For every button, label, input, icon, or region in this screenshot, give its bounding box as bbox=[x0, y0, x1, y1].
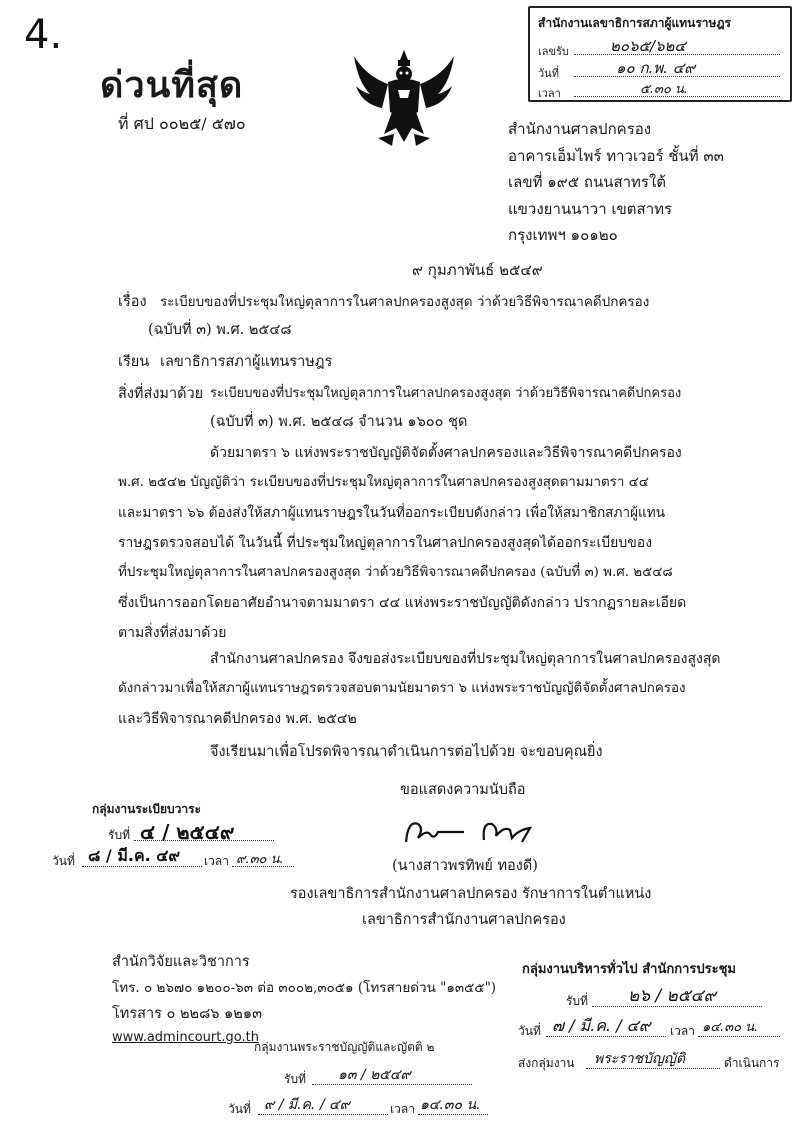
bill-group-stamp bbox=[228, 1030, 504, 1120]
body-paragraph-1 bbox=[118, 438, 686, 648]
admin-date-label: วันที่ bbox=[518, 1024, 541, 1038]
body-paragraph-2 bbox=[118, 644, 721, 734]
corner-number-mark: 4. bbox=[24, 12, 63, 58]
letter-date: ๙ กุมภาพันธ์ ๒๕๔๙ bbox=[412, 261, 543, 279]
admin-send-label: ส่งกลุ่มงาน bbox=[518, 1056, 575, 1070]
closing-request: จึงเรียนมาเพื่อโปรดพิจารณาดำเนินการต่อไปด้วย จะขอบคุณยิ่ง bbox=[210, 744, 603, 760]
document-number: ที่ ศป ๐๐๒๕/ ๕๗๐ bbox=[118, 114, 246, 133]
bill-date-value: ๙ / มี.ค. / ๔๙ bbox=[264, 1097, 350, 1113]
admin-date-value: ๗ / มี.ค. / ๔๙ bbox=[552, 1016, 651, 1035]
contact-phone: โทร. ๐ ๒๖๗๐ ๑๒๐๐-๖๓ ต่อ ๓๐๐๒,๓๐๕๑ (โทรสายด่วน "๑๓๕๕") bbox=[112, 980, 497, 996]
body-line: และวิธีพิจารณาคดีปกครอง พ.ศ. ๒๕๔๒ bbox=[118, 711, 357, 727]
agenda-group-stamp bbox=[52, 794, 292, 874]
admin-time-label: เวลา bbox=[670, 1024, 695, 1038]
sender-address bbox=[508, 116, 724, 249]
received-stamp-secretariat bbox=[528, 6, 792, 102]
admin-no-value: ๒๖ / ๒๕๔๙ bbox=[628, 986, 716, 1006]
signatory-title-2: เลขาธิการสำนักงานศาลปกครอง bbox=[362, 912, 566, 928]
enclosure-line-2: (ฉบับที่ ๓) พ.ศ. ๒๕๔๘ จำนวน ๑๖๐๐ ชุด bbox=[210, 414, 468, 430]
closing-salutation: ขอแสดงความนับถือ bbox=[400, 782, 526, 798]
agenda-no-value: ๔ / ๒๕๔๙ bbox=[140, 820, 235, 844]
contact-website[interactable]: www.admincourt.go.th bbox=[112, 1030, 259, 1045]
enclosure-label: สิ่งที่ส่งมาด้วย bbox=[118, 386, 204, 402]
addressee-label: เรียน bbox=[118, 354, 150, 370]
bill-date-label: วันที่ bbox=[228, 1102, 251, 1116]
bill-no-label: รับที่ bbox=[284, 1072, 306, 1086]
signatory-name: (นางสาวพรทิพย์ ทองดี) bbox=[392, 858, 538, 874]
contact-office: สำนักวิจัยและวิชาการ bbox=[112, 954, 250, 970]
agenda-time-value: ๙.๓๐ น. bbox=[236, 852, 284, 867]
stamp-office-name: สำนักงานเลขาธิการสภาผู้แทนราษฎร bbox=[538, 16, 731, 30]
stamp-time-label: เวลา bbox=[538, 87, 561, 100]
admin-group-name: กลุ่มงานบริหารทั่วไป สำนักการประชุม bbox=[522, 962, 736, 977]
admin-no-label: รับที่ bbox=[566, 994, 588, 1008]
stamp-date-value: ๑๐ ก.พ. ๔๙ bbox=[616, 59, 696, 77]
body-line: ซึ่งเป็นการออกโดยอาศัยอำนาจตามมาตรา ๔๔ แห่งพระราชบัญญัติดังกล่าว ปรากฏรายละเอียด bbox=[118, 595, 687, 611]
bill-no-value: ๑๓ / ๒๕๔๙ bbox=[338, 1067, 411, 1083]
body-line: ดังกล่าวมาเพื่อให้สภาผู้แทนราษฎรตรวจสอบตามนัยมาตรา ๖ แห่งพระราชบัญญัติจัดตั้งศาลปกครอง bbox=[118, 681, 686, 696]
stamp-time-value: ๕.๓๐ น. bbox=[640, 82, 688, 97]
urgency-heading: ด่วนที่สุด bbox=[100, 65, 244, 106]
address-line: แขวงยานนาวา เขตสาทร bbox=[508, 199, 673, 218]
agenda-group-name: กลุ่มงานระเบียบวาระ bbox=[92, 802, 201, 816]
subject-line-2: (ฉบับที่ ๓) พ.ศ. ๒๕๔๘ bbox=[148, 322, 292, 338]
bill-time-label: เวลา bbox=[390, 1102, 415, 1116]
address-line: กรุงเทพฯ ๑๐๑๒๐ bbox=[508, 226, 618, 244]
stamp-no-value: ๒๐๖๕/๖๒๔ bbox=[610, 37, 686, 55]
body-line: ด้วยมาตรา ๖ แห่งพระราชบัญญัติจัดตั้งศาลปกครองและวิธีพิจารณาคดีปกครอง bbox=[210, 445, 682, 461]
body-line: ที่ประชุมใหญ่ตุลาการในศาลปกครองสูงสุด ว่าด้วยวิธีพิจารณาคดีปกครอง (ฉบับที่ ๓) พ.ศ. ๒๕๔๘ bbox=[118, 565, 673, 580]
address-line: อาคารเอ็มไพร์ ทาวเวอร์ ชั้นที่ ๓๓ bbox=[508, 146, 724, 165]
stamp-no-label: เลขรับ bbox=[538, 45, 569, 58]
agenda-no-label: รับที่ bbox=[108, 828, 130, 842]
admin-send-value: พระราชบัญญัติ bbox=[594, 1051, 685, 1067]
agenda-date-label: วันที่ bbox=[52, 854, 75, 868]
bill-time-value: ๑๔.๓๐ น. bbox=[420, 1097, 481, 1113]
body-line: ตามสิ่งที่ส่งมาด้วย bbox=[118, 625, 227, 641]
admin-group-stamp bbox=[512, 952, 790, 1082]
address-line: สำนักงานศาลปกครอง bbox=[508, 120, 652, 138]
bill-group-name: กลุ่มงานพระราชบัญญัติและญัตติ ๒ bbox=[254, 1040, 435, 1054]
body-line: สำนักงานศาลปกครอง จึงขอส่งระเบียบของที่ประชุมใหญ่ตุลาการในศาลปกครองสูงสุด bbox=[210, 651, 721, 667]
signatory-title-1: รองเลขาธิการสำนักงานศาลปกครอง รักษาการในตำแหน่ง bbox=[290, 886, 652, 902]
signature bbox=[400, 812, 550, 852]
agenda-time-label: เวลา bbox=[204, 854, 229, 868]
subject-line-1: ระเบียบของที่ประชุมใหญ่ตุลาการในศาลปกครองสูงสุด ว่าด้วยวิธีพิจารณาคดีปกครอง bbox=[160, 294, 650, 310]
agenda-date-value: ๘ / มี.ค. ๔๙ bbox=[88, 846, 181, 865]
enclosure-line-1: ระเบียบของที่ประชุมใหญ่ตุลาการในศาลปกครองสูงสุด ว่าด้วยวิธีพิจารณาคดีปกครอง bbox=[210, 386, 682, 401]
subject-label: เรื่อง bbox=[118, 294, 147, 310]
garuda-emblem bbox=[348, 42, 460, 150]
body-line: ราษฎรตรวจสอบได้ ในวันนี้ ที่ประชุมใหญ่ตุลาการในศาลปกครองสูงสุดได้ออกระเบียบของ bbox=[118, 535, 653, 551]
stamp-date-label: วันที่ bbox=[538, 67, 559, 80]
body-line: พ.ศ. ๒๕๔๒ บัญญัติว่า ระเบียบของที่ประชุมใหญ่ตุลาการในศาลปกครองสูงสุดตามมาตรา ๔๔ bbox=[118, 475, 649, 490]
admin-action-label: ดำเนินการ bbox=[724, 1056, 780, 1070]
address-line: เลขที่ ๑๙๕ ถนนสาทรใต้ bbox=[508, 173, 667, 191]
addressee: เลขาธิการสภาผู้แทนราษฎร bbox=[160, 354, 333, 370]
admin-time-value: ๑๔.๓๐ น. bbox=[702, 1020, 759, 1035]
contact-fax: โทรสาร ๐ ๒๒๘๖ ๑๒๑๓ bbox=[112, 1006, 262, 1022]
body-line: และมาตรา ๖๖ ต้องส่งให้สภาผู้แทนราษฎรในวันที่ออกระเบียบดังกล่าว เพื่อให้สมาชิกสภาผู้แทน bbox=[118, 505, 666, 521]
